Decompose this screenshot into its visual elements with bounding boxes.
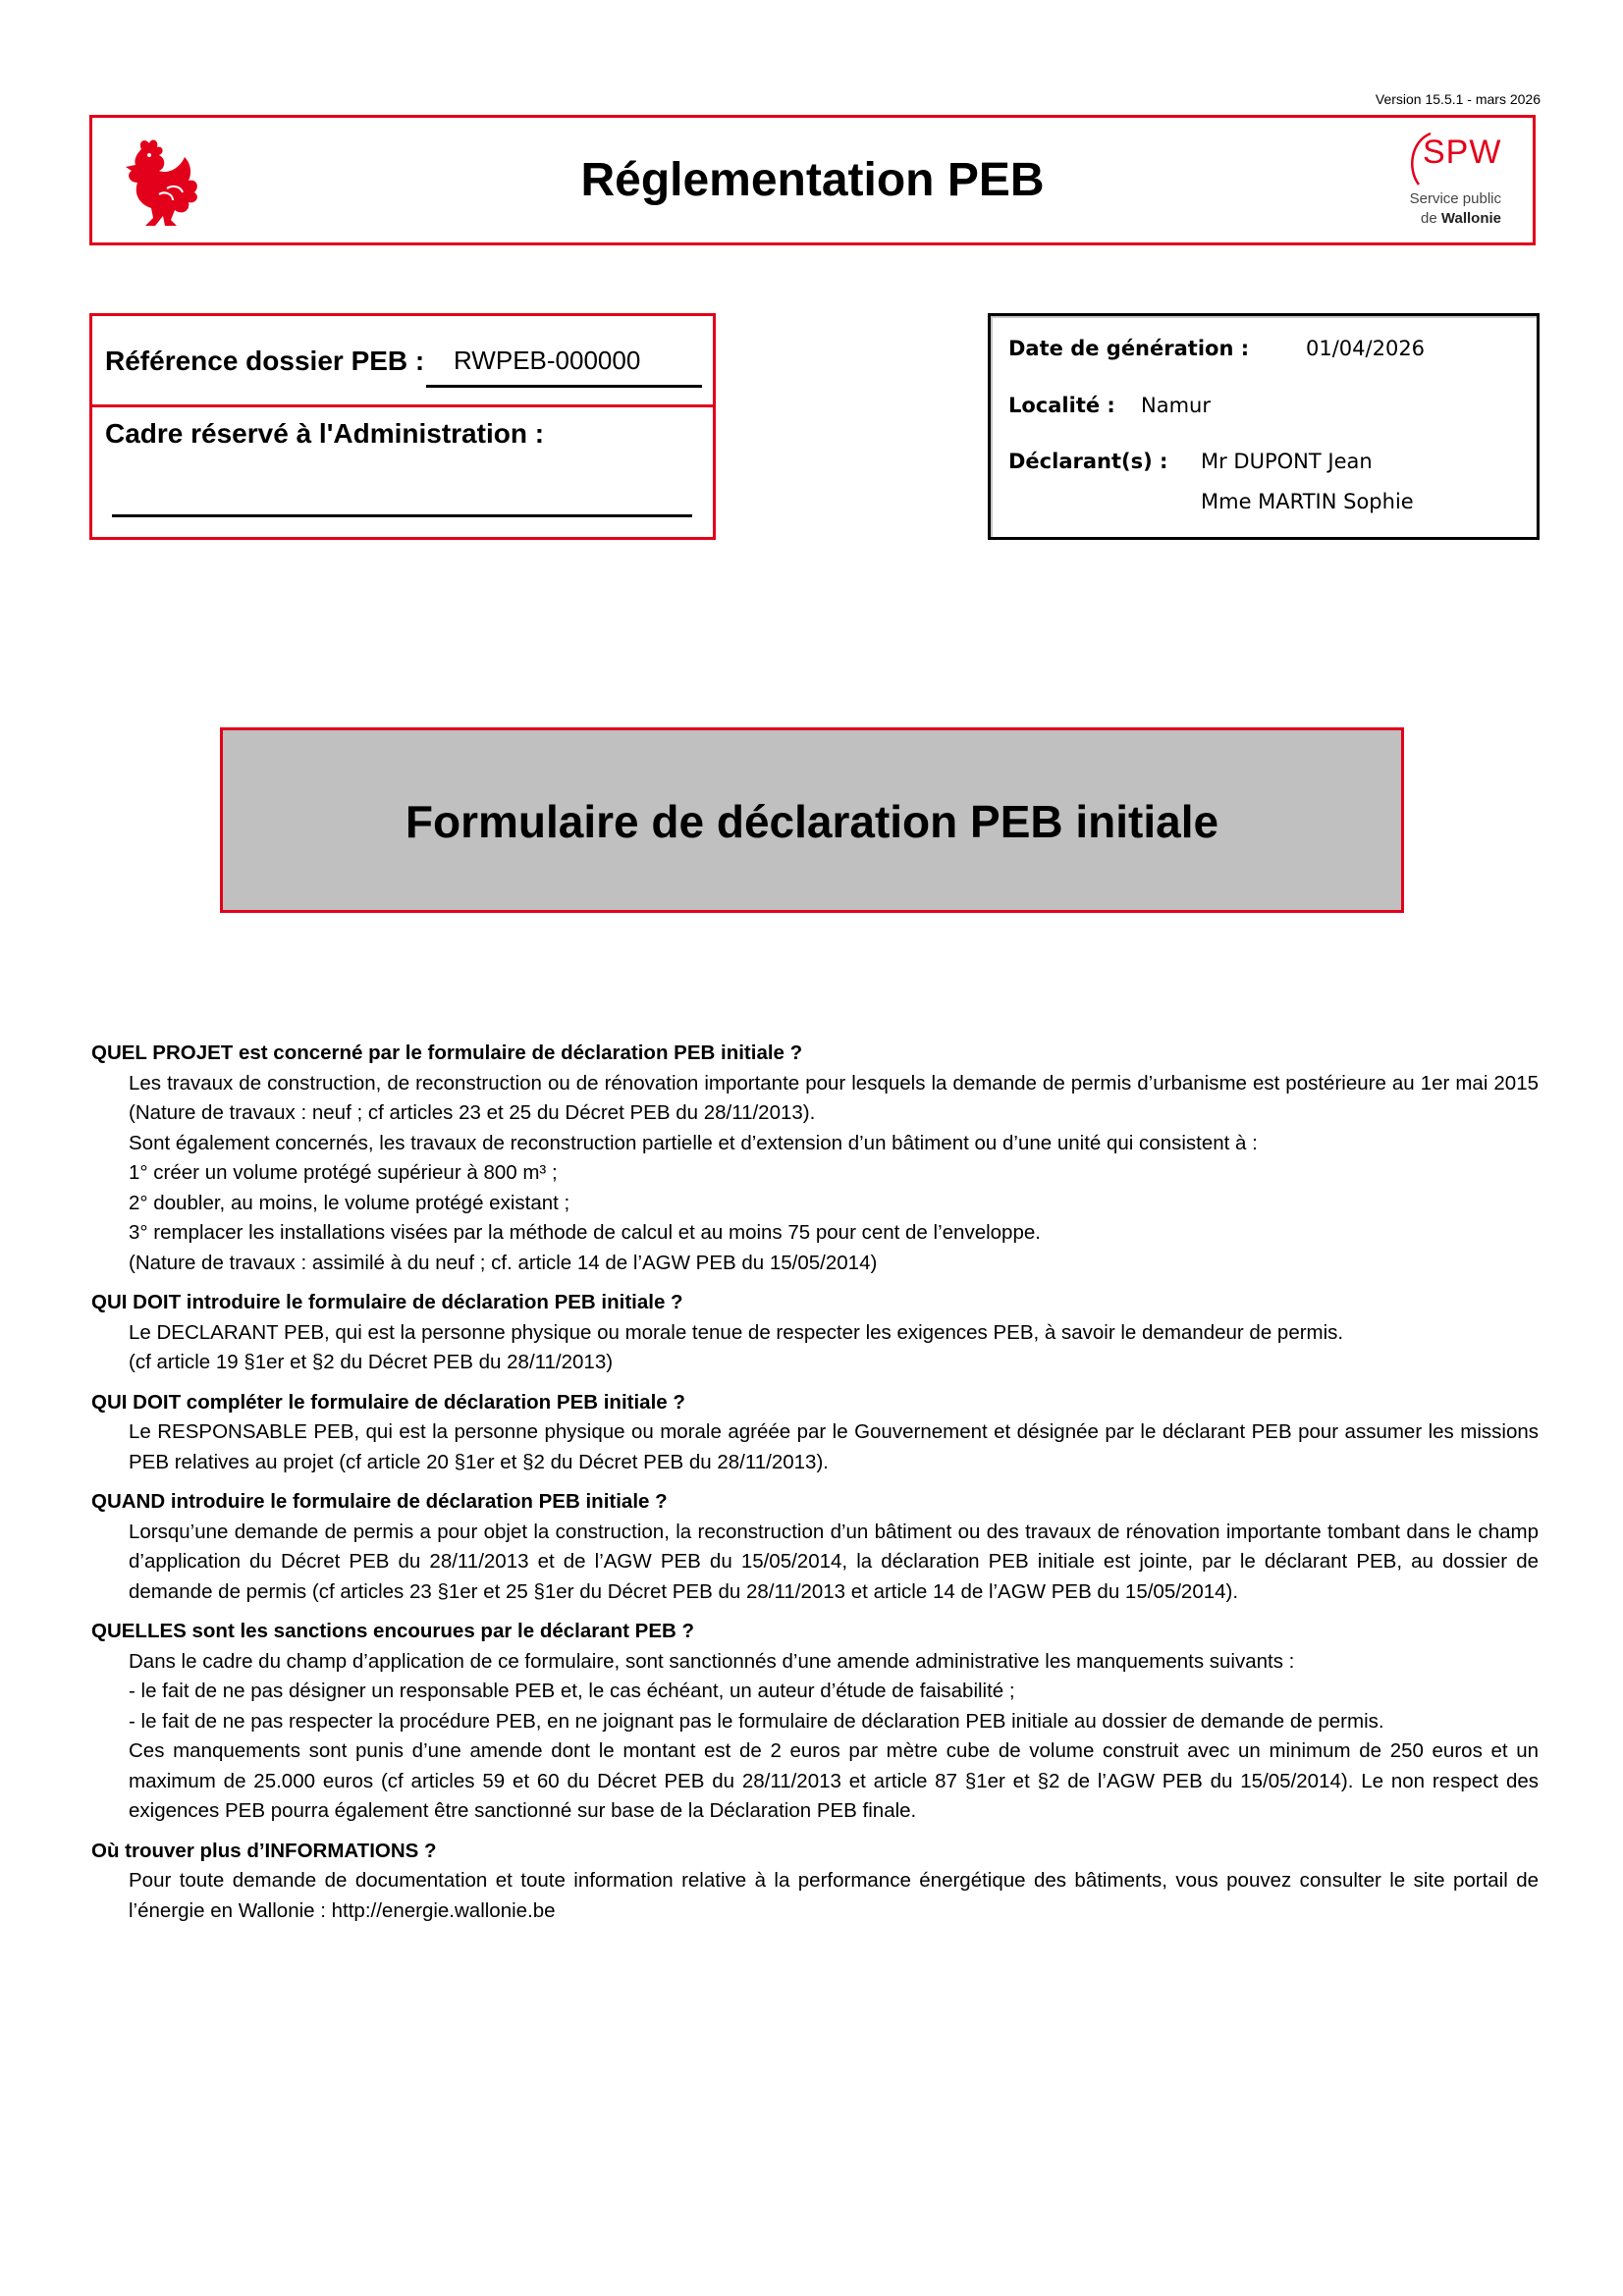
date-label: Date de génération :	[1008, 337, 1250, 360]
section-paragraph: Le DECLARANT PEB, qui est la personne physique ou morale tenue de respecter les exigences PEB, à savoir le demandeur de permis.	[129, 1320, 1344, 1344]
section-qui-complete	[91, 1388, 1539, 1478]
section-sanctions	[91, 1617, 1539, 1827]
section-paragraph: 1° créer un volume protégé supérieur à 800 m³ ;	[129, 1161, 558, 1184]
version-label: Version 15.5.1 - mars 2026	[1375, 91, 1541, 107]
section-heading: QUEL PROJET est concerné par le formulaire de déclaration PEB initiale ?	[91, 1041, 803, 1064]
reference-value: RWPEB-000000	[454, 346, 641, 375]
section-paragraph: 2° doubler, au moins, le volume protégé existant ;	[129, 1191, 570, 1214]
section-quand	[91, 1487, 1539, 1607]
admin-signature-line	[112, 514, 692, 517]
header-banner	[89, 115, 1536, 245]
spw-line1: Service public	[1409, 190, 1501, 207]
section-paragraph: - le fait de ne pas désigner un responsable PEB et, le cas échéant, un auteur d’étude de faisabilité ;	[129, 1680, 1015, 1702]
declarant-1: Mr DUPONT Jean	[1201, 450, 1373, 473]
section-paragraph: Dans le cadre du champ d’application de ce formulaire, sont sanctionnés d’une amende administrative les manquements suivants :	[129, 1649, 1295, 1673]
reference-divider	[92, 404, 713, 407]
header-title: Réglementation PEB	[580, 154, 1045, 206]
spw-logo	[1397, 130, 1515, 236]
info-box	[988, 313, 1540, 540]
section-paragraph: Ces manquements sont punis d’une amende dont le montant est de 2 euros par mètre cube de volume construit avec un minimum de 250 euros et un maximum de 25.000 euros (cf articles 59 et 60 du Décret PEB du 28/11/2013 et article 87 §1er et §2 de l’AGW PEB du 15/05/2014). Le non respect des exigences PEB pourra également être sanctionné sur base de la Déclaration PEB finale.	[129, 1739, 1539, 1822]
declarant-2: Mme MARTIN Sophie	[1201, 490, 1414, 513]
date-value: 01/04/2026	[1306, 337, 1426, 360]
reference-box	[89, 313, 716, 540]
section-paragraph: Pour toute demande de documentation et toute information relative à la performance énergétique des bâtiments, vous pouvez consulter le site portail de l’énergie en Wallonie : http://energie.wallonie.be	[129, 1869, 1539, 1922]
form-title: Formulaire de déclaration PEB initiale	[405, 796, 1219, 847]
section-paragraph: (cf article 19 §1er et §2 du Décret PEB du 28/11/2013)	[129, 1351, 614, 1373]
localite-label: Localité :	[1008, 394, 1115, 417]
section-paragraph: 3° remplacer les installations visées par la méthode de calcul et au moins 75 pour cent de l’enveloppe.	[129, 1221, 1041, 1244]
reference-underline	[426, 385, 702, 388]
localite-value: Namur	[1141, 394, 1211, 417]
section-paragraph: - le fait de ne pas respecter la procédure PEB, en ne joignant pas le formulaire de déclaration PEB initiale au dossier de demande de permis.	[129, 1709, 1384, 1733]
section-paragraph: Sont également concernés, les travaux de reconstruction partielle et d’extension d’un bâtiment ou d’une unité qui consistent à :	[129, 1131, 1258, 1154]
declarants-label: Déclarant(s) :	[1008, 450, 1168, 473]
section-paragraph: Le RESPONSABLE PEB, qui est la personne physique ou morale agréée par le Gouvernement et désignée par le déclarant PEB pour assumer les missions PEB relatives au projet (cf article 20 §1er et §2 du Décret PEB du 28/11/2013).	[129, 1420, 1539, 1473]
reference-label: Référence dossier PEB :	[105, 346, 425, 376]
section-paragraph: Les travaux de construction, de reconstruction ou de rénovation importante pour lesquels la demande de permis d’urbanisme est postérieure au 1er mai 2015 (Nature de travaux : neuf ; cf articles 23 et 25 du Décret PEB du 28/11/2013).	[129, 1071, 1539, 1124]
spw-letters: SPW	[1423, 133, 1502, 171]
section-heading: Où trouver plus d’INFORMATIONS ?	[91, 1839, 437, 1862]
form-title-box	[220, 727, 1404, 913]
spw-line2: de Wallonie	[1421, 210, 1501, 227]
section-paragraph: Lorsqu’une demande de permis a pour objet la construction, la reconstruction d’un bâtiment ou des travaux de rénovation importante tombant dans le champ d’application du Décret PEB du 28/11/2013 et de l’AGW PEB du 15/05/2014, la déclaration PEB initiale est jointe, par le déclarant PEB, au dossier de demande de permis (cf articles 23 §1er et 25 §1er du Décret PEB du 28/11/2013 et article 14 de l’AGW PEB du 15/05/2014).	[129, 1520, 1539, 1603]
section-heading: QUI DOIT introduire le formulaire de déclaration PEB initiale ?	[91, 1291, 683, 1313]
section-qui-introduit	[91, 1288, 1539, 1378]
info-sections	[91, 1039, 1539, 1936]
section-heading: QUI DOIT compléter le formulaire de déclaration PEB initiale ?	[91, 1390, 685, 1414]
section-paragraph: (Nature de travaux : assimilé à du neuf ; cf. article 14 de l’AGW PEB du 15/05/2014)	[129, 1251, 878, 1274]
admin-label: Cadre réservé à l'Administration :	[105, 418, 545, 449]
section-heading: QUELLES sont les sanctions encourues par le déclarant PEB ?	[91, 1620, 695, 1642]
section-projet	[91, 1039, 1539, 1278]
section-heading: QUAND introduire le formulaire de déclaration PEB initiale ?	[91, 1490, 668, 1513]
section-informations	[91, 1837, 1539, 1927]
